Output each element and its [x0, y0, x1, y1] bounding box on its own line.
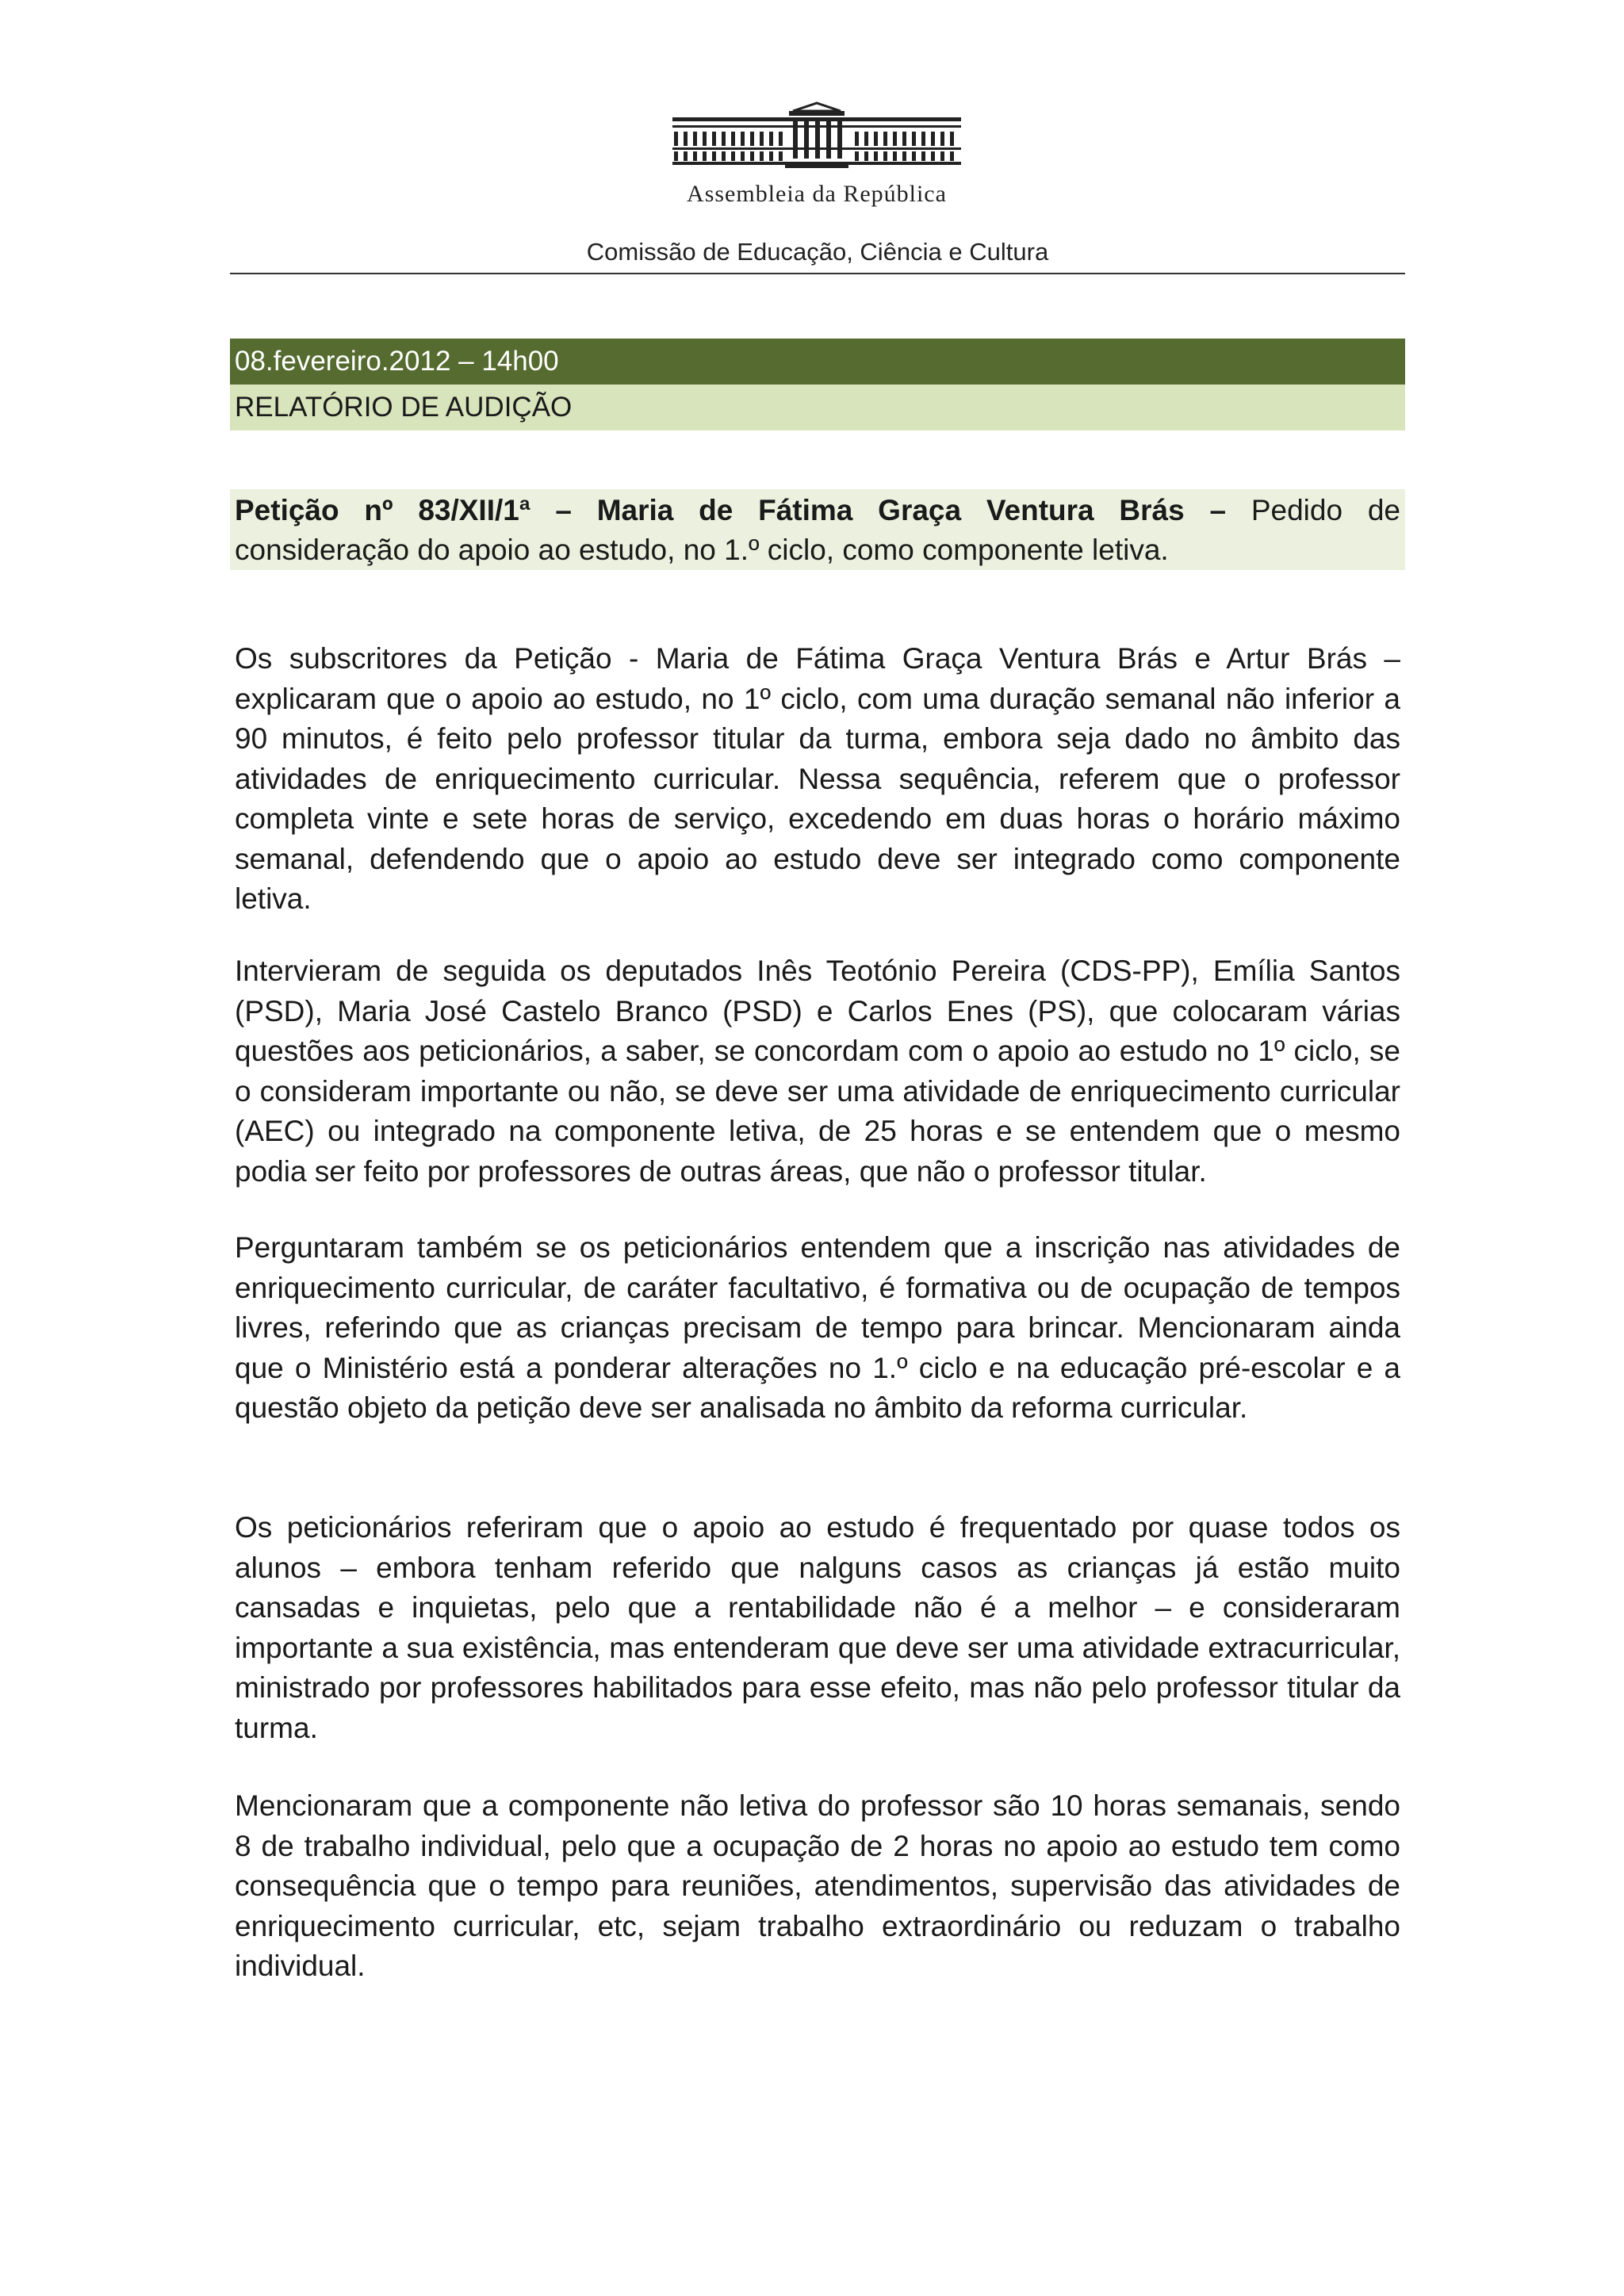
petition-title: Petição nº 83/XII/1ª – Maria de Fátima Graça Ventura Brás –	[235, 494, 1227, 526]
report-title: RELATÓRIO DE AUDIÇÃO	[230, 385, 1405, 430]
petition-line-1	[235, 491, 1400, 530]
petition-subject-end: consideração do apoio ao estudo, no 1.º ciclo, como componente letiva.	[235, 534, 1169, 566]
paragraph-5: Mencionaram que a componente não letiva do professor são 10 horas semanais, sendo 8 de trabalho individual, pelo que a ocupação de 2 horas no apoio ao estudo tem como consequência que o tempo para reuniões, atendimentos, supervisão das atividades de enriquecimento curricular, etc, sejam trabalho extraordinário ou reduzam o trabalho individual.	[235, 1789, 1400, 1982]
petition-subject-start: Pedido de	[1226, 494, 1400, 526]
paragraph-1: Os subscritores da Petição - Maria de Fátima Graça Ventura Brás e Artur Brás – explicaram que o apoio ao estudo, no 1º ciclo, com uma duração semanal não inferior a 90 minutos, é feito pelo professor titular da turma, embora seja dado no âmbito das atividades de enriquecimento curricular. Nessa sequência, referem que o professor completa vinte e sete horas de serviço, excedendo em duas horas o horário máximo semanal, defendendo que o apoio ao estudo deve ser integrado como componente letiva.	[235, 642, 1400, 915]
header-divider	[230, 273, 1405, 274]
paragraph-3: Perguntaram também se os peticionários entendem que a inscrição nas atividades de enriquecimento curricular, de caráter facultativo, é formativa ou de ocupação de tempos livres, referindo que as crianças precisam de tempo para brincar. Mencionaram ainda que o Ministério está a ponderar alterações no 1.º ciclo e na educação pré-escolar e a questão objeto da petição deve ser analisada no âmbito da reforma curricular.	[235, 1231, 1400, 1424]
petition-summary	[230, 489, 1405, 570]
paragraph-2: Intervieram de seguida os deputados Inês Teotónio Pereira (CDS-PP), Emília Santos (PSD), Maria José Castelo Branco (PSD) e Carlos Enes (PS), que colocaram várias questões aos peticionários, a saber, se concordam com o apoio ao estudo no 1º ciclo, se o consideram importante ou não, se deve ser uma atividade de enriquecimento curricular (AEC) ou integrado na componente letiva, de 25 horas e se entendem que o mesmo podia ser feito por professores de outras áreas, que não o professor titular.	[235, 955, 1400, 1188]
parliament-building-icon	[658, 101, 975, 173]
meeting-date-time: 08.fevereiro.2012 – 14h00	[230, 339, 1405, 385]
logo-text: Assembleia da República	[687, 181, 947, 207]
parliament-logo	[650, 101, 983, 212]
committee-name: Comissão de Educação, Ciência e Cultura	[586, 238, 1049, 266]
paragraph-4: Os peticionários referiram que o apoio ao estudo é frequentado por quase todos os alunos – embora tenham referido que nalguns casos as crianças já estão muito cansadas e inquietas, pelo que a rentabilidade não é a melhor – e consideraram importante a sua existência, mas entenderam que deve ser uma atividade extracurricular, ministrado por professores habilitados para esse efeito, mas não pelo professor titular da turma.	[235, 1511, 1400, 1744]
